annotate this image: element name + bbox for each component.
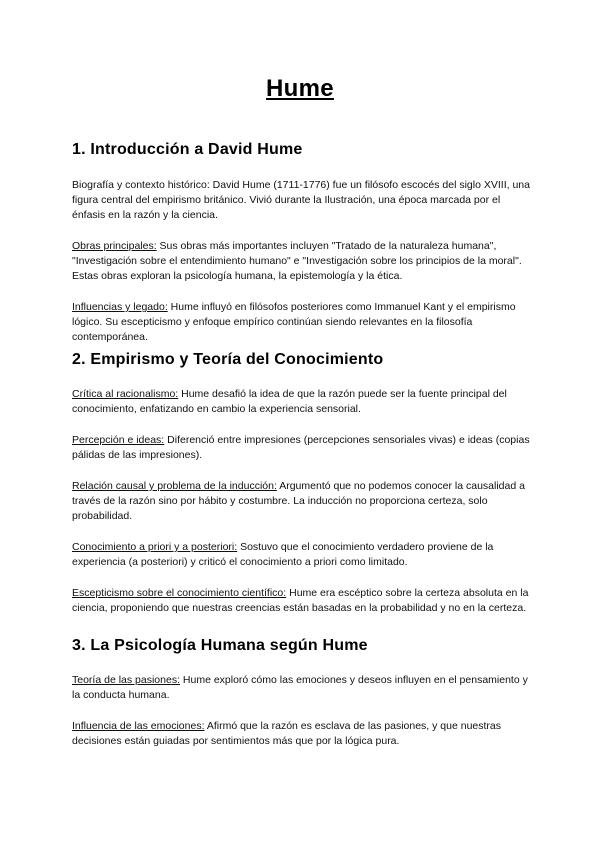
paragraph-emociones [72, 719, 532, 749]
paragraph-text: Hume era escéptico sobre la certeza absoluta en la ciencia, proponiendo que nuestras creencias están basadas en la probabilidad y no en la certeza. [72, 587, 529, 614]
section-heading: 1. Introducción a David Hume [72, 141, 303, 158]
paragraph-label: Teoría de las pasiones: [72, 674, 180, 686]
paragraph-text: Biografía y contexto histórico: David Hume (1711-1776) fue un filósofo escocés del siglo XVIII, una figura central del empirismo británico. Vivió durante la Ilustración, una época marcada por el énfasis en la razón y la ciencia. [72, 179, 530, 221]
paragraph-label: Obras principales: [72, 240, 157, 252]
paragraph-percepcion [72, 433, 532, 463]
paragraph-label: Influencia de las emociones: [72, 720, 205, 732]
paragraph-text: Hume exploró cómo las emociones y deseos influyen en el pensamiento y la conducta humana. [72, 674, 528, 701]
section-heading: 3. La Psicología Humana según Hume [72, 637, 368, 654]
paragraph-label: Crítica al racionalismo: [72, 388, 179, 400]
paragraph-influencias [72, 300, 532, 345]
section-empirismo [72, 350, 532, 616]
paragraph-escepticismo [72, 586, 532, 616]
paragraph-text: Afirmó que la razón es esclava de las pasiones, y que nuestras decisiones están guiadas por sentimientos más que por la lógica pura. [72, 720, 502, 747]
paragraph-text: Argumentó que no podemos conocer la causalidad a través de la razón sino por hábito y costumbre. La inducción no proporciona certeza, solo probabilidad. [72, 480, 525, 522]
paragraph-label: Relación causal y problema de la inducción: [72, 480, 277, 492]
paragraph-label: Conocimiento a priori y a posteriori: [72, 541, 238, 553]
paragraph-label: Influencias y legado: [72, 301, 168, 313]
paragraph-biografia [72, 178, 532, 223]
paragraph-text: Sus obras más importantes incluyen "Tratado de la naturaleza humana", "Investigación sobre el entendimiento humano" e "Investigación sobre los principios de la moral". Estas obras exploran la psicología humana, la epistemología y la ética. [72, 240, 522, 282]
paragraph-label: Percepción e ideas: [72, 434, 165, 446]
paragraph-text: Hume desafió la idea de que la razón puede ser la fuente principal del conocimiento, enfatizando en cambio la experiencia sensorial. [72, 388, 507, 415]
paragraph-pasiones [72, 673, 532, 703]
paragraph-a-priori [72, 540, 532, 570]
section-heading: 2. Empirismo y Teoría del Conocimiento [72, 351, 384, 368]
document-title: Hume [266, 75, 334, 102]
paragraph-obras [72, 239, 532, 284]
paragraph-label: Escepticismo sobre el conocimiento científico: [72, 587, 287, 599]
section-psicologia [72, 636, 532, 749]
paragraph-text: Diferenció entre impresiones (percepciones sensoriales vivas) e ideas (copias pálidas de las impresiones). [72, 434, 530, 461]
paragraph-text: Sostuvo que el conocimiento verdadero proviene de la experiencia (a posteriori) y criticó el conocimiento a priori como limitado. [72, 541, 494, 568]
section-introduccion [72, 140, 532, 345]
paragraph-text: Hume influyó en filósofos posteriores como Immanuel Kant y el empirismo lógico. Su escepticismo y enfoque empírico continúan siendo relevantes en la filosofía contemporánea. [72, 301, 516, 343]
paragraph-racionalismo [72, 387, 532, 417]
paragraph-causalidad [72, 479, 532, 524]
